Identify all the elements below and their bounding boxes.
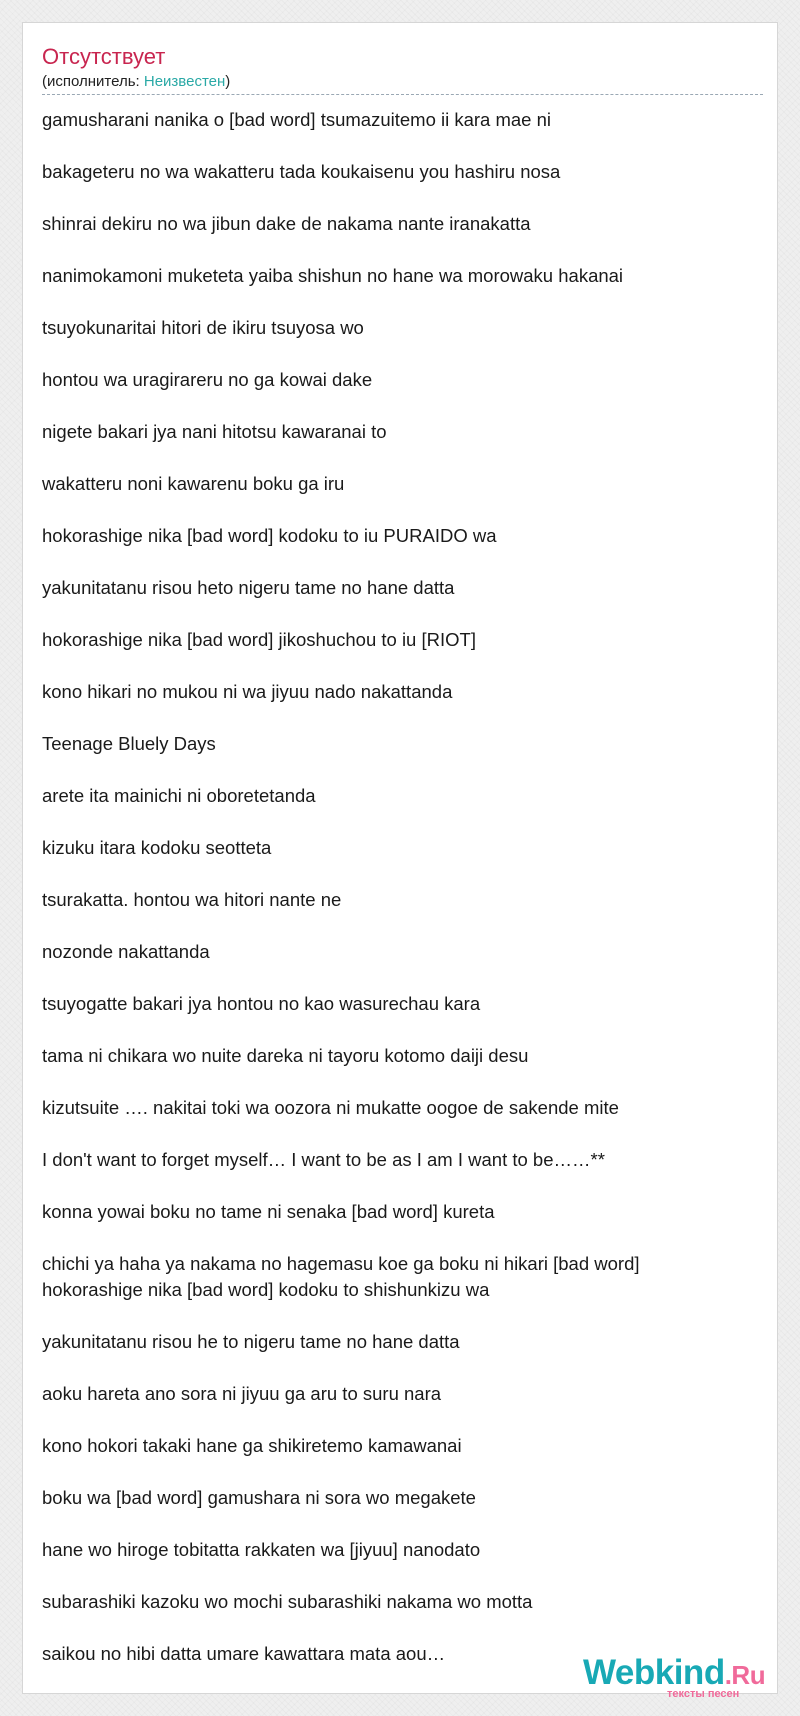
lyric-subline: hokorashige nika [bad word] kodoku to shishunkizu wa — [42, 1279, 490, 1300]
lyric-line: boku wa [bad word] gamushara ni sora wo megakete — [42, 1487, 476, 1508]
lyric-line: tama ni chikara wo nuite dareka ni tayoru kotomo daiji desu — [42, 1045, 529, 1066]
lyric-line: shinrai dekiru no wa jibun dake de nakama nante iranakatta — [42, 213, 531, 234]
lyrics-card — [22, 22, 778, 1700]
lyric-line: yakunitatanu risou heto nigeru tame no hane datta — [42, 577, 455, 598]
lyric-line: yakunitatanu risou he to nigeru tame no hane datta — [42, 1331, 460, 1352]
lyric-line: subarashiki kazoku wo mochi subarashiki nakama wo motta — [42, 1591, 533, 1612]
lyric-line: gamusharani nanika o [bad word] tsumazuitemo ii kara mae ni — [42, 109, 552, 130]
lyric-line: kono hokori takaki hane ga shikiretemo kamawanai — [42, 1435, 462, 1456]
lyrics-body — [42, 107, 762, 1693]
logo-suffix: .Ru — [724, 1660, 766, 1690]
logo-main-text: Webkind — [583, 1653, 725, 1692]
logo-tagline: тексты песен — [667, 1688, 740, 1700]
lyric-line: kizuku itara kodoku seotteta — [42, 837, 272, 858]
lyric-line: hokorashige nika [bad word] kodoku to iu PURAIDO wa — [42, 525, 497, 546]
lyric-line: bakageteru no wa wakatteru tada koukaisenu you hashiru nosa — [42, 161, 561, 182]
lyric-line: nozonde nakattanda — [42, 941, 210, 962]
lyric-line: tsurakatta. hontou wa hitori nante ne — [42, 889, 342, 910]
lyric-subline: chichi ya haha ya nakama no hagemasu koe ga boku ni hikari [bad word] — [42, 1253, 640, 1274]
performer-prefix: (исполнитель: — [42, 73, 144, 90]
lyric-line: arete ita mainichi ni oboretetanda — [42, 785, 316, 806]
lyric-line: tsuyogatte bakari jya hontou no kao wasurechau kara — [42, 993, 481, 1014]
lyric-line: hokorashige nika [bad word] jikoshuchou to iu [RIOT] — [42, 629, 476, 650]
performer-suffix: ) — [225, 73, 231, 90]
lyric-line: hane wo hiroge tobitatta rakkaten wa [jiyuu] nanodato — [42, 1539, 481, 1560]
song-title: Отсутствует — [42, 44, 166, 69]
lyric-line: nigete bakari jya nani hitotsu kawaranai to — [42, 421, 387, 442]
lyric-line: saikou no hibi datta umare kawattara mata aou… — [42, 1643, 446, 1664]
performer-link[interactable]: Неизвестен — [143, 73, 226, 90]
lyric-line: tsuyokunaritai hitori de ikiru tsuyosa wo — [42, 317, 364, 338]
performer-line — [42, 73, 230, 91]
lyric-line: wakatteru noni kawarenu boku ga iru — [42, 473, 345, 494]
lyric-line: nanimokamoni muketeta yaiba shishun no hane wa morowaku hakanai — [42, 265, 624, 286]
lyric-line — [42, 1251, 762, 1303]
lyric-line: konna yowai boku no tame ni senaka [bad word] kureta — [42, 1201, 495, 1222]
lyric-line: kizutsuite …. nakitai toki wa oozora ni mukatte oogoe de sakende mite — [42, 1097, 619, 1118]
lyric-line: aoku hareta ano sora ni jiyuu ga aru to suru nara — [42, 1383, 442, 1404]
lyric-line: I don't want to forget myself… I want to be as I am I want to be……** — [42, 1149, 605, 1170]
lyric-line: Teenage Bluely Days — [42, 733, 216, 754]
site-logo[interactable] — [583, 1653, 783, 1703]
lyric-line: hontou wa uragirareru no ga kowai dake — [42, 369, 373, 390]
lyric-line: kono hikari no mukou ni wa jiyuu nado nakattanda — [42, 681, 453, 702]
header-divider — [42, 94, 763, 95]
